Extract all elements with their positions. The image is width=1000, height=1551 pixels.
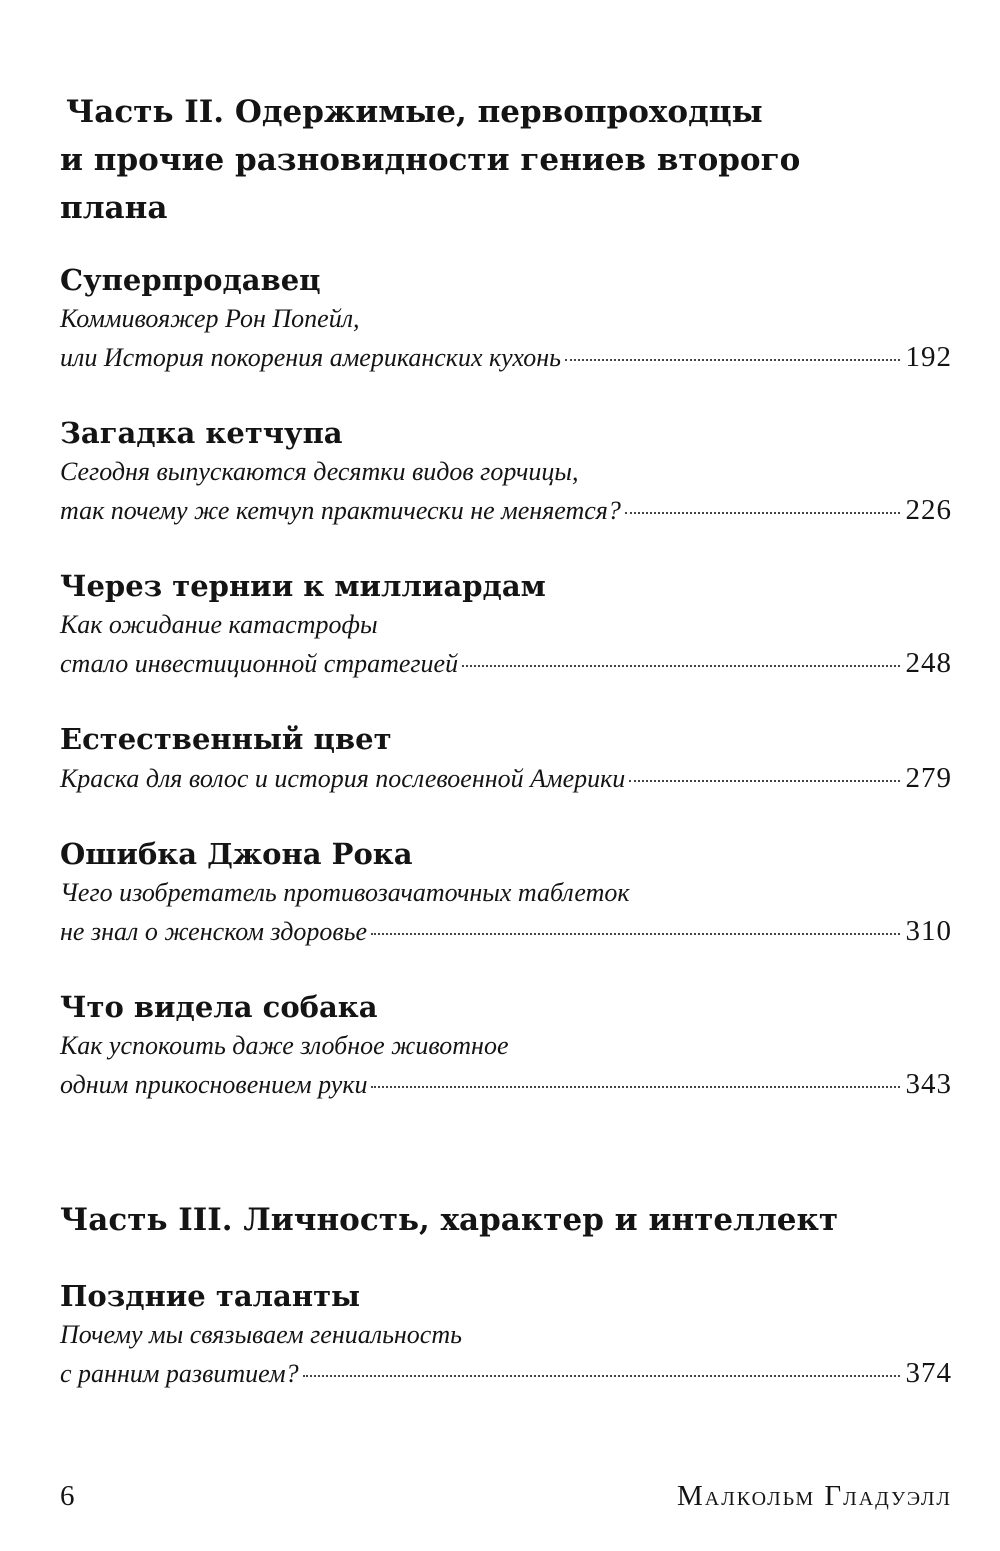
entry-last-line — [60, 759, 952, 797]
entry-last-line — [60, 912, 952, 950]
entry-subtitle-end: с ранним развитием? — [60, 1359, 299, 1388]
footer-author: Малкольм Гладуэлл — [677, 1480, 952, 1512]
entry-last-line — [60, 1065, 952, 1103]
entry-page-number: 374 — [905, 1357, 952, 1389]
entry-title: Через тернии к миллиардам — [60, 569, 546, 603]
entry-subtitle: Чего изобретатель противозачаточных таблеток — [60, 878, 630, 907]
dot-leader — [462, 665, 899, 667]
entry-subtitle-end: так почему же кетчуп практически не меняется? — [60, 496, 621, 525]
footer-page-number: 6 — [60, 1480, 75, 1512]
entry-last-line — [60, 491, 952, 529]
entry-subtitle-end: стало инвестиционной стратегией — [60, 649, 459, 678]
entry-subtitle: Коммивояжер Рон Попейл, — [60, 304, 360, 333]
part-2-title-line: и прочие разновидности гениев второго — [60, 142, 801, 178]
entry-title: Суперпродавец — [60, 263, 321, 297]
entry-page-number: 279 — [905, 762, 952, 794]
dot-leader — [565, 359, 900, 361]
part-2-title-line: плана — [60, 190, 168, 226]
toc-entry-dog[interactable] — [60, 987, 952, 1103]
entry-last-line — [60, 1354, 952, 1392]
toc-entry-superseller[interactable] — [60, 260, 952, 376]
dot-leader — [371, 933, 899, 935]
toc-entry-john-rock[interactable] — [60, 834, 952, 950]
entry-last-line — [60, 338, 952, 376]
toc-entry-ketchup[interactable] — [60, 413, 952, 529]
toc-entry-billions[interactable] — [60, 566, 952, 682]
entry-subtitle-end: или История покорения американских кухонь — [60, 343, 561, 372]
entry-title: Что видела собака — [60, 990, 378, 1024]
entry-page-number: 192 — [905, 341, 952, 373]
entry-subtitle: Как ожидание катастрофы — [60, 610, 378, 639]
entry-title: Естественный цвет — [60, 722, 392, 756]
part-2-title-line: Часть II. Одержимые, первопроходцы — [66, 94, 763, 130]
entry-page-number: 226 — [905, 494, 952, 526]
entry-subtitle: Сегодня выпускаются десятки видов горчицы, — [60, 457, 579, 486]
part-3-title: Часть III. Личность, характер и интеллект — [60, 1202, 839, 1238]
dot-leader — [629, 780, 899, 782]
entry-page-number: 310 — [905, 915, 952, 947]
entry-page-number: 248 — [905, 647, 952, 679]
dot-leader — [303, 1375, 900, 1377]
dot-leader — [371, 1086, 899, 1088]
entry-subtitle-end: не знал о женском здоровье — [60, 917, 368, 946]
dot-leader — [625, 512, 900, 514]
toc-entry-late-bloomers[interactable] — [60, 1276, 952, 1392]
entry-title: Загадка кетчупа — [60, 416, 343, 450]
entry-last-line — [60, 644, 952, 682]
entry-title: Ошибка Джона Рока — [60, 837, 413, 871]
entry-title: Поздние таланты — [60, 1279, 361, 1313]
entry-page-number: 343 — [905, 1068, 952, 1100]
part-2-title — [60, 88, 920, 232]
entry-subtitle: Как успокоить даже злобное животное — [60, 1031, 509, 1060]
toc-entry-natural-color[interactable] — [60, 719, 952, 797]
entry-subtitle-end: одним прикосновением руки — [60, 1070, 368, 1099]
entry-subtitle: Почему мы связываем гениальность — [60, 1320, 462, 1349]
entry-subtitle-end: Краска для волос и история послевоенной Америки — [60, 764, 626, 793]
